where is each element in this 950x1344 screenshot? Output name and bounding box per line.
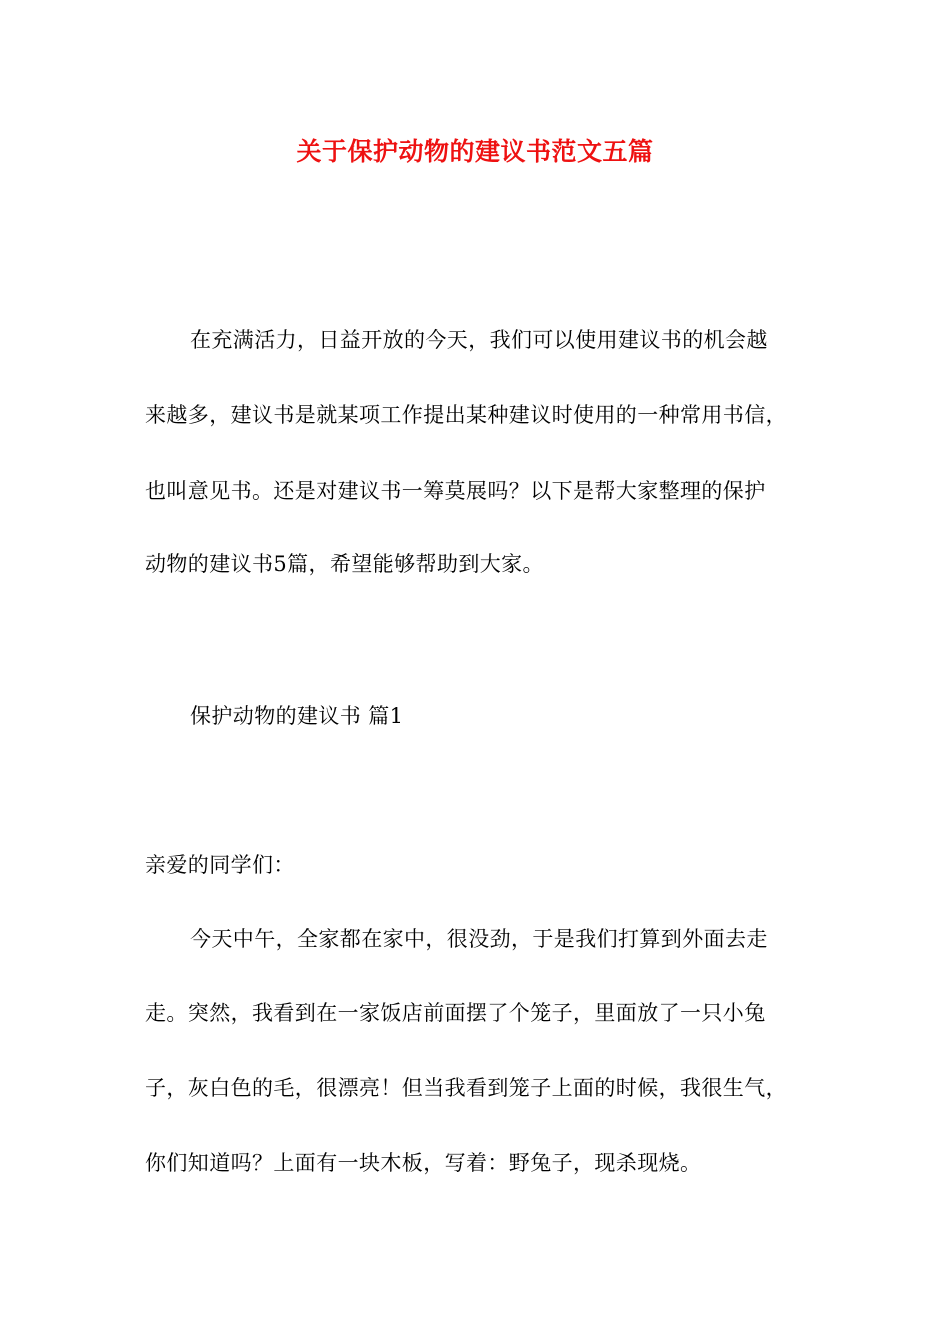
body-line: 子，灰白色的毛，很漂亮！但当我看到笼子上面的时候，我很生气， — [145, 1076, 787, 1100]
section-heading: 保护动物的建议书 篇1 — [190, 704, 404, 728]
intro-line: 在充满活力，日益开放的今天，我们可以使用建议书的机会越 — [190, 328, 768, 352]
body-line: 你们知道吗？上面有一块木板，写着：野兔子，现杀现烧。 — [145, 1151, 702, 1175]
body-line: 走。突然，我看到在一家饭店前面摆了个笼子，里面放了一只小兔 — [145, 1001, 766, 1025]
salutation: 亲爱的同学们： — [145, 853, 295, 877]
intro-line: 来越多，建议书是就某项工作提出某种建议时使用的一种常用书信， — [145, 403, 787, 427]
body-line: 今天中午，全家都在家中，很没劲，于是我们打算到外面去走 — [190, 927, 768, 951]
document-title: 关于保护动物的建议书范文五篇 — [296, 137, 654, 166]
intro-line: 动物的建议书5篇，希望能够帮助到大家。 — [145, 552, 544, 576]
intro-line: 也叫意见书。还是对建议书一筹莫展吗？以下是帮大家整理的保护 — [145, 479, 766, 503]
